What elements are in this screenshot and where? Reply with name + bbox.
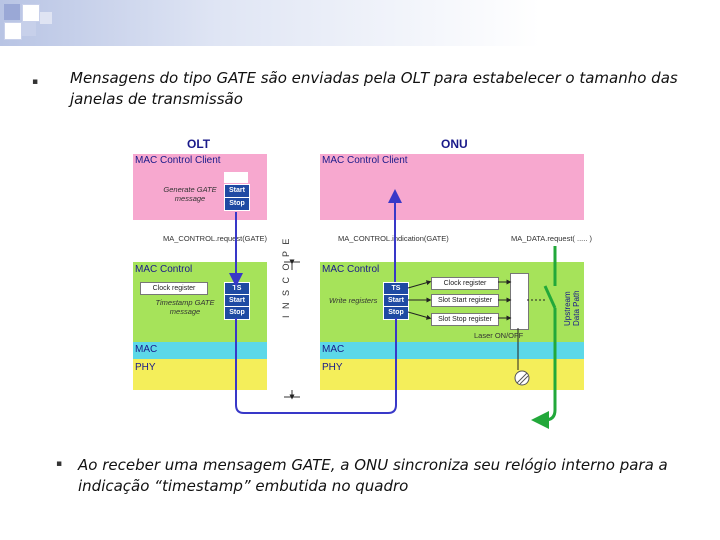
bullet-marker-2: ▪ [56,459,63,469]
olt-mac-control-client-label: MAC Control Client [135,155,221,166]
olt-client-stop-block: Stop [224,197,250,211]
onu-ma-data-request-label: MA_DATA.request( ..... ) [511,234,592,243]
in-scope-label: I N S C O P E [281,236,291,318]
onu-upstream-data-path-label: Upstream Data Path [563,290,581,326]
onu-ma-control-indication-label: MA_CONTROL.indication(GATE) [338,234,449,243]
upstream-switch [545,286,555,308]
olt-mac-control-label: MAC Control [135,264,193,275]
onu-phy-label: PHY [322,362,343,373]
olt-title: OLT [187,137,211,151]
olt-client-start-block: Start [224,184,250,198]
onu-ts-block: TS [383,282,409,296]
olt-stop-block: Stop [224,306,250,320]
onu-write-registers-label: Write registers [329,296,378,305]
onu-mac-label: MAC [322,344,345,355]
onu-stop-to-slot-stop-arrow [408,312,429,318]
onu-slot-start-register: Slot Start register [431,294,499,307]
onu-stop-block: Stop [383,306,409,320]
bullet-marker-1: ▪ [32,77,39,87]
onu-mac-control-label: MAC Control [322,264,380,275]
onu-ts-to-clock-arrow [408,282,429,288]
olt-to-onu-path [236,318,396,413]
olt-start-block: Start [224,294,250,308]
bullet-text-2: Ao receber uma mensagem GATE, a ONU sincroniza seu relógio interno para a indicação “timestamp” embutida no quadro [78,456,668,495]
onu-title: ONU [441,137,468,151]
onu-start-block: Start [383,294,409,308]
onu-mac-control-client-label: MAC Control Client [322,155,408,166]
olt-timestamp-gate-label: Timestamp GATE message [155,298,215,316]
olt-phy-label: PHY [135,362,156,373]
olt-ma-control-request-label: MA_CONTROL.request(GATE) [163,234,268,243]
onu-slot-stop-register: Slot Stop register [431,313,499,326]
onu-clock-register: Clock register [431,277,499,290]
olt-ts-block: TS [224,282,250,296]
upstream-path-bottom [540,308,555,420]
onu-laser-on-off-label: Laser ON/OFF [474,331,524,340]
olt-clock-register: Clock register [140,282,208,295]
olt-generate-gate-label: Generate GATE message [163,185,217,203]
bullet-text-1: Mensagens do tipo GATE são enviadas pela OLT para estabelecer o tamanho das janelas de transmissão [70,69,678,108]
olt-mac-label: MAC [135,344,158,355]
